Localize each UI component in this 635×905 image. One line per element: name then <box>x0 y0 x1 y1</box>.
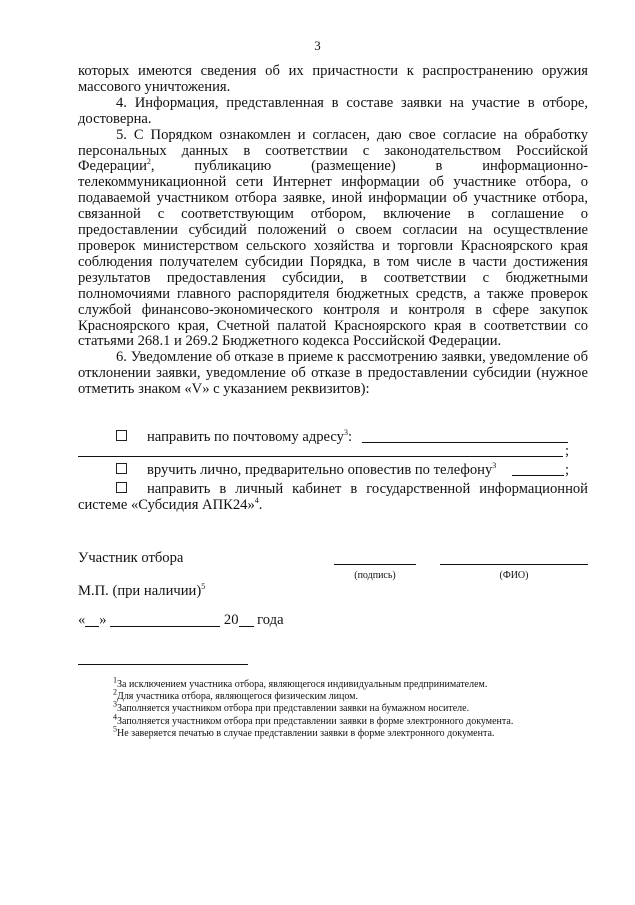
date-row <box>78 612 284 629</box>
paragraph-4: 4. Информация, представленная в составе заявки на участие в отборе, достоверна. <box>78 94 588 127</box>
date-open-quote: « <box>78 612 86 628</box>
footnote-3 <box>113 700 513 715</box>
signature-caption: (подпись) <box>354 570 396 581</box>
footnote-4-text: Заполняется участником отбора при представлении заявки в форме электронного документа. <box>117 715 514 727</box>
stamp-label <box>78 583 205 600</box>
option-cabinet[interactable] <box>78 482 588 514</box>
paragraph-5-part-a: 5. С Порядком ознакомлен и согласен, даю свое согласие на обработку персональных данных в соответствии с законодательством Российской Федерации <box>78 126 588 175</box>
footnote-2-text: Для участника отбора, являющегося физическим лицом. <box>117 691 358 703</box>
footnote-5 <box>113 724 513 740</box>
date-close-quote: » <box>99 612 107 628</box>
date-month-field[interactable] <box>110 626 220 627</box>
checkbox-cabinet[interactable] <box>116 482 127 493</box>
checkbox-mail[interactable] <box>116 430 127 441</box>
option-phone-end: ; <box>565 462 570 478</box>
checkbox-phone[interactable] <box>116 463 127 474</box>
footnote-3-num: 3 <box>113 700 117 710</box>
option-phone[interactable] <box>116 462 496 479</box>
phone-line[interactable] <box>512 475 564 476</box>
option-cabinet-label: направить в личный кабинет в государственной информационной системе «Субсидия АПК24» <box>78 481 588 513</box>
footnotes <box>113 675 514 740</box>
footnote-3-text: Заполняется участником отбора при представлении заявки на бумажном носителе. <box>117 703 470 715</box>
mail-address-line-2[interactable] <box>78 456 563 457</box>
footnote-ref-3a: 3 <box>343 428 348 438</box>
name-line[interactable] <box>440 564 588 565</box>
paragraph-continuation: которых имеются сведения об их причастности к распространению оружия массового уничтожения. <box>78 63 588 95</box>
signature-line[interactable] <box>334 564 416 565</box>
footnote-ref-3b: 3 <box>492 461 497 471</box>
footnote-ref-2: 2 <box>146 157 151 167</box>
footnote-2 <box>113 687 513 703</box>
footnote-1 <box>113 675 513 691</box>
footnote-5-num: 5 <box>113 724 117 734</box>
option-mail-end: ; <box>565 443 570 459</box>
option-mail-colon: : <box>347 429 353 445</box>
page-number: 3 <box>314 38 321 53</box>
footnote-5-text: Не заверяется печатью в случае представлении заявки в форме электронного документа. <box>117 727 495 739</box>
name-caption: (ФИО) <box>499 570 529 581</box>
date-year-suffix: года <box>257 612 284 628</box>
footnote-ref-5: 5 <box>201 582 206 592</box>
date-year-field[interactable] <box>239 626 254 627</box>
option-phone-label: вручить лично, предварительно оповестив по телефону <box>147 462 493 478</box>
footnote-separator <box>78 664 248 665</box>
paragraph-5 <box>78 128 588 351</box>
footnote-1-text: За исключением участника отбора, являющегося индивидуальным предпринимателем. <box>117 679 488 690</box>
paragraph-6: 6. Уведомление об отказе в приеме к рассмотрению заявки, уведомление об отклонении заявки, уведомление об отказе в предоставлении субсидии (нужное отметить знаком «V» с указанием реквизитов): <box>78 349 588 398</box>
option-mail[interactable] <box>116 429 352 446</box>
main-text <box>78 64 588 398</box>
date-day-field[interactable] <box>85 626 99 627</box>
footnote-2-num: 2 <box>113 687 117 697</box>
date-year-prefix: 20 <box>223 612 239 628</box>
footnote-4 <box>113 712 514 728</box>
option-cabinet-text <box>78 482 588 514</box>
option-mail-label: направить по почтовому адресу <box>147 429 344 445</box>
option-cabinet-end: . <box>258 496 263 513</box>
paragraph-5-part-b: , публикацию (размещение) в информационно-телекоммуникационной сети Интернет информации об участнике отбора, о подаваемой участником отбора заявке, иной информации об участнике отбора, связанной с соответствующим отбором, включение в соглашение о предоставлении субсидий положений о своем согласии на осуществление проверок министерством сельского хозяйства и торговли Красноярского края соблюдения получателем субсидии Порядка, в том числе в части достижения результатов предоставления субсидии, в соответствии с бюджетными полномочиями главного распорядителя бюджетных средств, а также проверок службой финансово-экономического контроля и контроля в сфере закупок Красноярского края, Счетной палатой Красноярского края в соответствии со статьями 268.1 и 269.2 Бюджетного кодекса Российской Федерации. <box>78 158 588 350</box>
stamp-label-text: М.П. (при наличии) <box>78 583 202 599</box>
footnote-1-num: 1 <box>113 675 117 685</box>
footnote-4-num: 4 <box>113 712 117 722</box>
footnote-ref-4: 4 <box>254 496 259 506</box>
participant-label: Участник отбора <box>78 550 184 566</box>
mail-address-line[interactable] <box>362 442 568 443</box>
